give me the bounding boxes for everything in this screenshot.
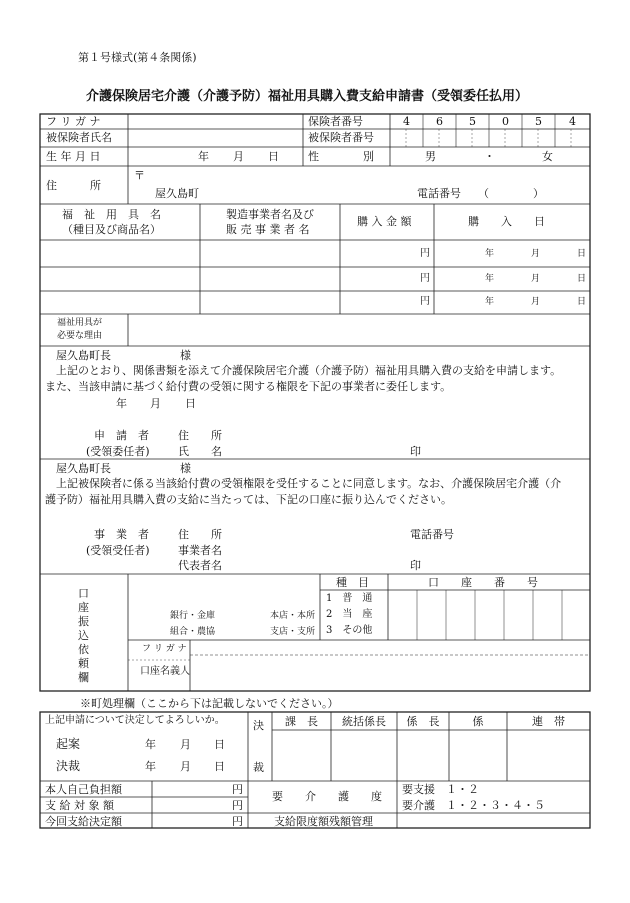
account-type-ordinary[interactable]: 1 普 通	[326, 593, 373, 604]
reason-input[interactable]	[129, 315, 589, 345]
kessai-label-2: 裁	[253, 761, 264, 774]
birthdate-label: 生 年 月 日	[46, 150, 101, 163]
item-row-input[interactable]	[41, 292, 199, 313]
application-year: 年	[116, 397, 127, 410]
form-number: 第１号様式(第４条関係)	[78, 51, 197, 64]
date-year: 年	[485, 274, 495, 284]
role-staff: 係	[472, 715, 484, 728]
purchase-amount-header: 購 入 金 額	[357, 215, 412, 228]
business-sublabel: (受領受任者)	[86, 544, 150, 557]
item-name-subheader: （種目及び商品名）	[62, 223, 161, 236]
bank-name-input[interactable]	[129, 575, 319, 639]
care-level-label: 要 介 護 度	[272, 790, 382, 803]
furigana-label: フ リ ガ ナ	[46, 115, 101, 128]
business-name-label: 事業者名	[178, 544, 222, 557]
business-phone-label: 電話番号	[410, 528, 454, 541]
account-type-current[interactable]: 2 当 座	[326, 609, 373, 620]
office-note: ※町処理欄（ここから下は記載しないでください。）	[80, 697, 339, 710]
insurer-digit: 4	[569, 115, 576, 128]
item-row-input[interactable]	[41, 268, 199, 290]
bank-type-label: 銀行・金庫	[170, 611, 216, 621]
draft-year: 年	[145, 738, 156, 751]
representative-label: 代表者名	[178, 559, 222, 572]
phone-parens: （ ）	[478, 187, 544, 200]
insurer-digit: 6	[436, 115, 443, 128]
role-section-chief: 課 長	[285, 715, 318, 728]
kessai-label: 決	[253, 719, 264, 732]
target-amount-yen: 円	[232, 799, 243, 812]
gender-label: 性 別	[308, 150, 374, 163]
reason-label: 福祉用具が	[57, 318, 103, 328]
gender-female-option[interactable]: 女	[542, 150, 553, 163]
yen-unit: 円	[420, 248, 430, 259]
decision-amount-label: 今回支給決定額	[45, 815, 122, 828]
date-month: 月	[531, 249, 541, 259]
phone-label: 電話番号	[417, 187, 461, 200]
birth-year-label: 年	[198, 150, 209, 163]
birth-month-label: 月	[233, 150, 244, 163]
maker-header: 製造事業者名及び	[226, 208, 314, 221]
address-label: 住 所	[46, 179, 101, 192]
approval-year: 年	[145, 760, 156, 773]
application-body-1: 上記のとおり、関係書類を添えて介護保険居宅介護（介護予防）福祉用具購入費の支給を申請します。	[56, 364, 562, 377]
approval-month: 月	[180, 760, 191, 773]
yen-unit: 円	[420, 273, 430, 284]
application-month: 月	[150, 397, 161, 410]
consent-body-1: 上記被保険者に係る当該給付費の受領権限を受任することに同意します。なお、介護保険居宅介護（介	[56, 477, 562, 490]
branch-type-label: 本店・本所	[270, 611, 316, 621]
applicant-sublabel: (受領委任者)	[86, 445, 150, 458]
bank-type-label-2: 組合・農協	[170, 627, 216, 637]
approval-day: 日	[214, 760, 225, 773]
applicant-name-label: 氏 名	[178, 445, 222, 458]
business-label: 事 業 者	[94, 528, 149, 541]
insurer-digit: 0	[502, 115, 509, 128]
insurer-number-label: 保険者番号	[308, 115, 363, 128]
account-type-header: 種 目	[336, 576, 369, 589]
draft-day: 日	[214, 738, 225, 751]
date-day: 日	[577, 297, 587, 307]
furigana-input[interactable]	[129, 115, 302, 128]
item-name-header: 福 祉 用 具 名	[62, 208, 161, 221]
date-month: 月	[531, 274, 541, 284]
office-question: 上記申請について決定してよろしいか。	[45, 715, 225, 726]
insured-name-label: 被保険者氏名	[46, 131, 112, 144]
date-month: 月	[531, 297, 541, 307]
applicant-label: 申 請 者	[94, 429, 149, 442]
account-holder-input[interactable]	[191, 641, 589, 690]
business-address-label: 住 所	[178, 528, 222, 541]
business-seal: 印	[410, 559, 421, 572]
seller-header: 販 売 事 業 者 名	[226, 223, 310, 236]
insurer-digit: 5	[469, 115, 476, 128]
holder-label: 口座名義人	[140, 666, 190, 677]
date-year: 年	[485, 249, 495, 259]
branch-type-label-2: 支店・支所	[270, 627, 316, 637]
application-addressee: 屋久島町長	[56, 349, 111, 362]
applicant-seal: 印	[410, 445, 421, 458]
address-input[interactable]	[129, 167, 589, 203]
support-levels: 要支援 １・２	[402, 783, 479, 796]
reason-label-2: 必要な理由	[57, 331, 103, 341]
holder-furigana-label: フ リ ガ ナ	[142, 644, 187, 654]
birth-day-label: 日	[268, 150, 279, 163]
gender-separator: ・	[484, 150, 495, 163]
self-pay-label: 本人自己負担額	[45, 783, 122, 796]
target-amount-label: 支 給 対 象 額	[45, 799, 114, 812]
item-row-input[interactable]	[41, 241, 199, 266]
postal-mark: 〒	[134, 169, 145, 182]
insured-number-label: 被保険者番号	[308, 131, 374, 144]
care-levels: 要介護 １・２・３・４・５	[402, 799, 545, 812]
insured-name-input[interactable]	[129, 130, 302, 146]
application-day: 日	[185, 397, 196, 410]
birthdate-input[interactable]	[129, 148, 302, 165]
role-subchief: 係 長	[406, 715, 440, 728]
consent-body-2: 護予防）福祉用具購入費の支給に当たっては、下記の口座に振り込んでください。	[45, 493, 452, 506]
approval-label: 決裁	[56, 759, 81, 773]
form-title: 介護保険居宅介護（介護予防）福祉用具購入費支給申請書（受領委任払用）	[86, 89, 529, 104]
role-general-subchief: 統括係長	[342, 715, 386, 728]
decision-amount-yen: 円	[232, 815, 243, 828]
yen-unit: 円	[420, 296, 430, 307]
account-number-input[interactable]	[389, 591, 589, 639]
role-joint: 連 帯	[532, 715, 565, 728]
draft-month: 月	[180, 738, 191, 751]
self-pay-yen: 円	[232, 783, 243, 796]
town-name: 屋久島町	[155, 187, 199, 200]
consent-addressee: 屋久島町長	[56, 462, 111, 475]
gender-male-option[interactable]: 男	[425, 150, 436, 163]
application-body-2: また、当該申請に基づく給付費の受領に関する権限を下記の事業者に委任します。	[45, 380, 452, 393]
date-year: 年	[485, 297, 495, 307]
account-type-other[interactable]: 3 その他	[326, 625, 373, 636]
date-day: 日	[577, 274, 587, 284]
date-day: 日	[577, 249, 587, 259]
insurer-digit: 5	[535, 115, 542, 128]
applicant-address-label: 住 所	[178, 429, 222, 442]
insurer-digit: 4	[403, 115, 410, 128]
draft-label: 起案	[56, 737, 81, 751]
purchase-date-header: 購 入 日	[468, 215, 545, 228]
application-sama: 様	[180, 349, 191, 362]
limit-management-label: 支給限度額残額管理	[274, 815, 373, 828]
consent-sama: 様	[180, 462, 191, 475]
insured-number-input[interactable]	[391, 130, 589, 146]
account-number-header: 口 座 番 号	[428, 576, 538, 589]
